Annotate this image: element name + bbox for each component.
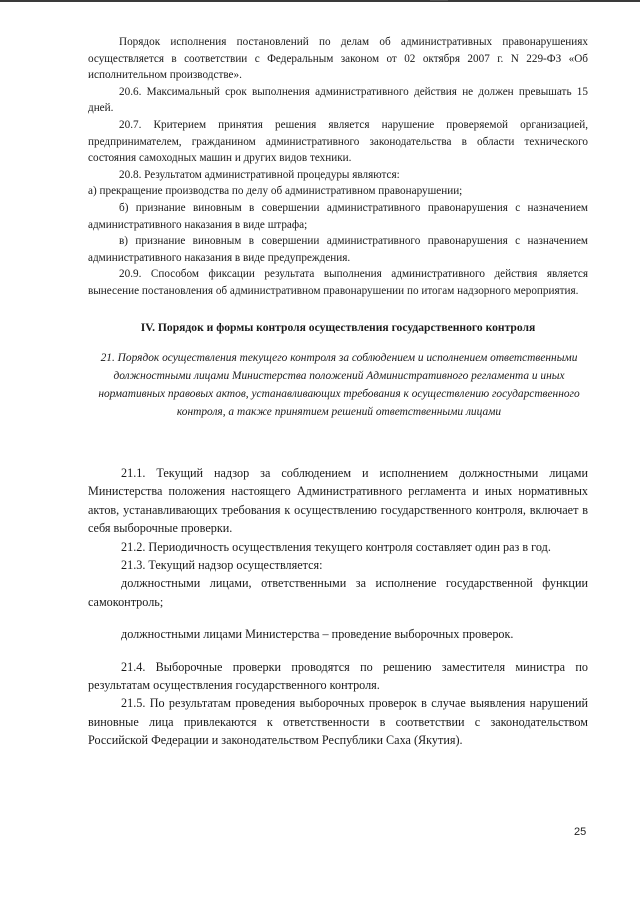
paragraph: 21.5. По результатам проведения выборочных проверок в случае выявления нарушений виновные лица привлекаются к ответственности в соответствии с законодательством Российской Федерации и законодательством Республики Саха (Якутия). <box>88 696 588 748</box>
section-heading: IV. Порядок и формы контроля осуществления государственного контроля <box>140 321 536 334</box>
paragraph: 20.9. Способом фиксации результата выполнения административного действия является вынесение постановления об административном правонарушении по итогам надзорного мероприятия. <box>88 268 588 297</box>
list-item: б) признание виновным в совершении административного правонарушения с назначением административного наказания в виде штрафа; <box>88 201 588 231</box>
paragraph: 21.3. Текущий надзор осуществляется: <box>121 558 323 573</box>
paragraph: 20.7. Критерием принятия решения является нарушение проверяемой организацией, предпринимателем, гражданином административного законодательства в области технического состояния самоходных машин и других видов техники. <box>88 118 588 165</box>
paragraph: 20.8. Результатом административной процедуры являются: <box>119 168 400 181</box>
paragraph: 21.2. Периодичность осуществления текущего контроля составляет один раз в год. <box>121 539 551 554</box>
paragraph: должностными лицами Министерства – проведение выборочных проверок. <box>121 627 514 642</box>
paragraph: 21.4. Выборочные проверки проводятся по решению заместителя министра по результатам осуществления государственного контроля. <box>88 659 588 693</box>
paragraph: должностными лицами, ответственными за исполнение государственной функции самоконтроль; <box>88 576 588 609</box>
paragraph: Порядок исполнения постановлений по делам об административных правонарушениях осуществляется в соответствии с Федеральным законом от 02 октября 2007 г. N 229-ФЗ «Об исполнительном производстве». <box>88 36 588 82</box>
list-item: в) признание виновным в совершении административного правонарушения с назначением административного наказания в виде предупреждения. <box>88 235 588 264</box>
section-20-text <box>88 34 588 300</box>
paragraph: 20.6. Максимальный срок выполнения административного действия не должен превышать 15 дней. <box>88 85 588 115</box>
paragraph: 21.1. Текущий надзор за соблюдением и исполнением должностными лицами Министерства положения настоящего Административного регламента и иных нормативных актов, устанавливающих требования к осуществлению государственного контроля, включает в себя выборочные проверки. <box>88 466 588 536</box>
section-21-text <box>88 464 588 750</box>
page-number: 25 <box>574 826 587 838</box>
list-item: а) прекращение производства по делу об административном правонарушении; <box>88 185 463 198</box>
subsection-heading: 21. Порядок осуществления текущего контроля за соблюдением и исполнением ответственными должностными лицами Министерства положений Административного регламента и иных нормативных правовых актов, устанавливающих требования к осуществлению государственного контроля, а также принятием решений ответственными лицами <box>98 352 580 418</box>
